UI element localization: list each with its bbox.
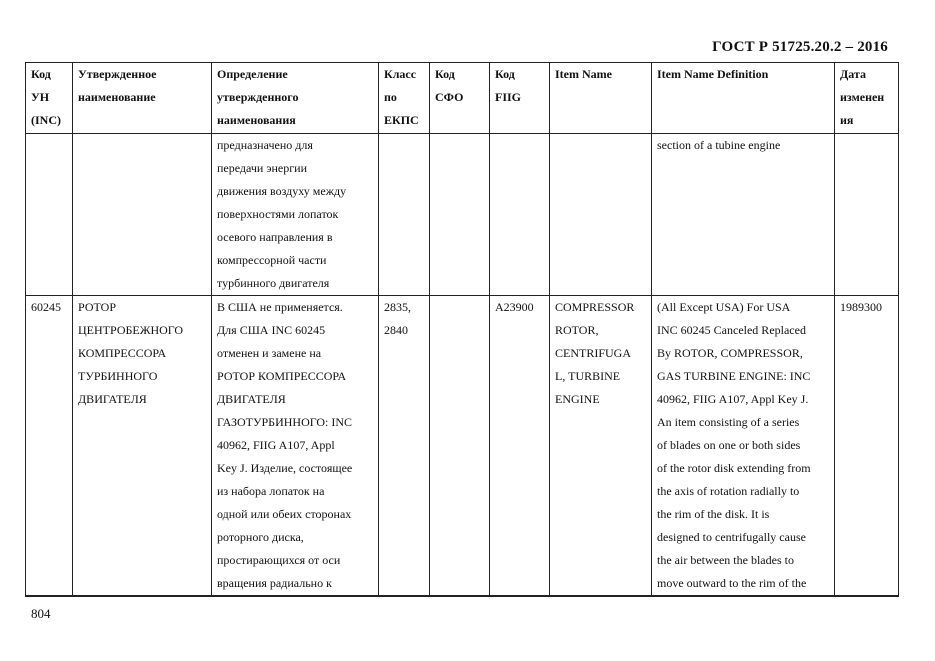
cell-line: of blades on one or both sides (657, 438, 801, 452)
header-line: Код (435, 67, 455, 81)
header-line: изменен (840, 90, 885, 104)
cell-line: предназначено для (217, 138, 313, 152)
cell-line: отменен и замене на (217, 346, 322, 360)
cell-fiig-code (490, 296, 550, 597)
header-definition (212, 63, 379, 134)
cell-line: РОТОР КОМПРЕССОРА (217, 369, 347, 383)
cell-line: (All Except USA) For USA (657, 300, 791, 314)
cell-line: Key J. Изделие, состоящее (217, 461, 353, 475)
table-row (26, 296, 899, 597)
header-line: СФО (435, 90, 464, 104)
cell-line: By ROTOR, COMPRESSOR, (657, 346, 803, 360)
cell-line: движения воздуху между (217, 184, 347, 198)
cell-line: РОТОР (78, 300, 116, 314)
header-item-name-definition (652, 63, 835, 134)
nomenclature-table (25, 62, 899, 597)
cell-line: COMPRESSOR (555, 300, 635, 314)
cell-approved-name (73, 296, 212, 597)
cell-line: INC 60245 Canceled Replaced (657, 323, 806, 337)
cell-line: section of a tubine engine (657, 138, 781, 152)
cell-line: GAS TURBINE ENGINE: INC (657, 369, 811, 383)
cell-line: В США не применяется. (217, 300, 343, 314)
cell-line: КОМПРЕССОРА (78, 346, 167, 360)
cell-item-name-definition (652, 296, 835, 597)
cell-line: передачи энергии (217, 161, 307, 175)
cell-line: ДВИГАТЕЛЯ (78, 392, 147, 406)
cell-sfo-code (430, 134, 490, 296)
cell-item-name-definition (652, 134, 835, 296)
cell-line: 40962, FIIG A107, Appl Key J. (657, 392, 809, 406)
header-line: FIIG (495, 90, 522, 104)
cell-approved-name (73, 134, 212, 296)
cell-line: CENTRIFUGA (555, 346, 632, 360)
cell-change-date (835, 134, 899, 296)
cell-code-inc (26, 296, 73, 597)
header-line: по (384, 90, 397, 104)
cell-line: 1989300 (840, 300, 882, 314)
table-header-row (26, 63, 899, 134)
cell-fiig-code (490, 134, 550, 296)
header-line: Item Name (555, 67, 612, 81)
table-row (26, 134, 899, 296)
cell-definition (212, 296, 379, 597)
header-line: ия (840, 113, 854, 127)
cell-item-name (550, 134, 652, 296)
cell-line: из набора лопаток на (217, 484, 325, 498)
cell-line: ГАЗОТУРБИННОГО: INC (217, 415, 353, 429)
header-line: Item Name Definition (657, 67, 769, 81)
header-sfo-code (430, 63, 490, 134)
cell-code-inc (26, 134, 73, 296)
header-item-name (550, 63, 652, 134)
header-line: Определение (217, 67, 288, 81)
cell-line: одной или обеих сторонах (217, 507, 352, 521)
header-line: Код (31, 67, 51, 81)
cell-line: A23900 (495, 300, 534, 314)
header-change-date (835, 63, 899, 134)
header-line: Класс (384, 67, 417, 81)
cell-line: 60245 (31, 300, 61, 314)
cell-sfo-code (430, 296, 490, 597)
cell-definition (212, 134, 379, 296)
cell-line: роторного диска, (217, 530, 304, 544)
header-fiig-code (490, 63, 550, 134)
header-line: (INC) (31, 113, 61, 127)
cell-line: the rim of the disk. It is (657, 507, 770, 521)
header-line: УН (31, 90, 50, 104)
header-line: утвержденного (217, 90, 299, 104)
cell-line: the axis of rotation radially to (657, 484, 800, 498)
document-header: ГОСТ Р 51725.20.2 – 2016 (712, 39, 888, 55)
cell-line: вращения радиально к (217, 576, 332, 590)
cell-line: move outward to the rim of the (657, 576, 807, 590)
header-line: Код (495, 67, 515, 81)
page-number: 804 (31, 606, 51, 621)
cell-item-name (550, 296, 652, 597)
cell-line: 2840 (384, 323, 408, 337)
header-line: Дата (840, 67, 866, 81)
cell-ekps-class (379, 134, 430, 296)
cell-line: простирающихся от оси (217, 553, 341, 567)
cell-ekps-class (379, 296, 430, 597)
cell-line: поверхностями лопаток (217, 207, 339, 221)
header-line: наименование (78, 90, 156, 104)
header-line: ЕКПС (384, 113, 419, 127)
cell-line: 2835, (384, 300, 411, 314)
cell-change-date (835, 296, 899, 597)
cell-line: турбинного двигателя (217, 276, 330, 290)
cell-line: of the rotor disk extending from (657, 461, 811, 475)
cell-line: осевого направления в (217, 230, 333, 244)
header-line: Утвержденное (78, 67, 157, 81)
cell-line: L, TURBINE (555, 369, 621, 383)
cell-line: ЦЕНТРОБЕЖНОГО (78, 323, 184, 337)
cell-line: An item consisting of a series (657, 415, 800, 429)
cell-line: designed to centrifugally cause (657, 530, 806, 544)
header-line: наименования (217, 113, 296, 127)
header-ekps-class (379, 63, 430, 134)
cell-line: ДВИГАТЕЛЯ (217, 392, 286, 406)
header-code-inc (26, 63, 73, 134)
cell-line: 40962, FIIG A107, Appl (217, 438, 335, 452)
cell-line: компрессорной части (217, 253, 327, 267)
cell-line: ТУРБИННОГО (78, 369, 158, 383)
cell-line: the air between the blades to (657, 553, 794, 567)
cell-line: Для США INC 60245 (217, 323, 326, 337)
header-approved-name (73, 63, 212, 134)
cell-line: ENGINE (555, 392, 600, 406)
cell-line: ROTOR, (555, 323, 599, 337)
